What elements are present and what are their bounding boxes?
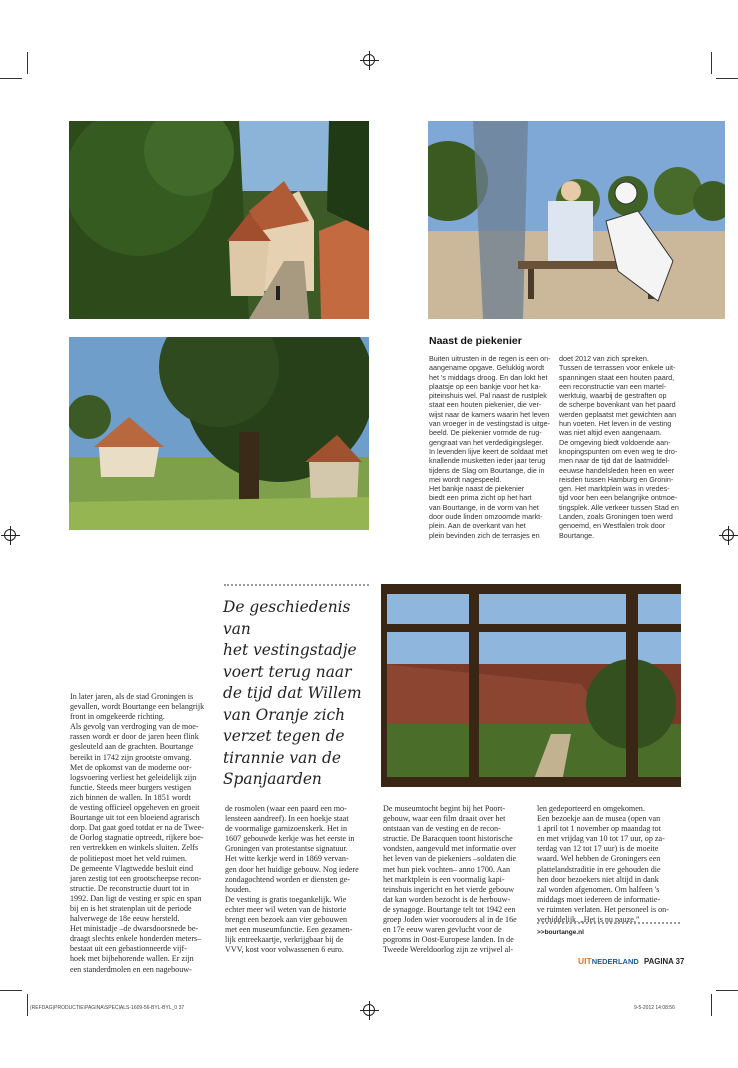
crop-mark	[0, 990, 22, 991]
pull-quote: De geschiedenis van het vestingstadje voert terug naar de tijd dat Willem van Oranje zich verzet tegen de tirannie van de Spanjaarden	[223, 598, 362, 788]
crop-mark	[27, 52, 28, 74]
brand-logo	[578, 956, 639, 967]
article-column-4: len gedeporteerd en omgekomen. Een bezoekje aan de musea (open van 1 april tot 1 november op maandag tot en met vrijdag van 10 tot 17 uur, op za- terdag van 12 tot 17 uur) is de moeite waard. Wel hebben de Groningers een plattelandstraditie in ere gehouden die hen door bezoekers niet altijd in dank zal worden afgenomen. Om halfeen 's middags moet iedereen de informatie- ve ruimten verlaten. Het personeel is on- verbiddelijk. „Het is nu pauze.”	[537, 804, 669, 925]
brand-nederland: NEDERLAND	[591, 957, 639, 966]
brand-uit: UIT	[578, 956, 592, 966]
article-column-3: De museumtocht begint bij het Poort- gebouw, waar een film draait over het ontstaan van de vesting en de recon- structie. De Baracquen toont historische vondsten, aangevuld met informatie over het leven van de piekeniers –soldaten die met hun piek vochten– anno 1700. Aan het marktplein is een voormalig kapi- teinshuis ingericht en het vierde gebouw dat kan worden bezocht is de herbouw- de synagoge. Bourtange telt tot 1942 een groep Joden wier voorouders al in de 16e en 17e eeuw waren gevlucht voor de pogroms in Oost-Europese landen. In de Tweede Wereldoorlog zijn ze vrijwel al-	[383, 804, 517, 955]
website-link[interactable]: >>bourtange.nl	[537, 929, 584, 936]
photo-tree-houses	[69, 337, 369, 530]
article-column-1: In later jaren, als de stad Groningen is gevallen, wordt Bourtange een belangrijk front in omgekeerde richting. Als gevolg van verdroging van de moe- rassen wordt er door de jaren heen flink gesleuteld aan de grachten. Bourtange bereikt in 1742 zijn grootste omvang. Met de opkomst van de moderne oor- logsvoering verliest het geleidelijk zijn functie. Steeds meer burgers vestigen zich binnen de wallen. In 1851 wordt de vesting officieel opgeheven en groeit Bourtange uit tot een bloeiend agrarisch dorp. Dat gaat goed totdat er na de Twee- de Oorlog stagnatie optreedt, rijkere boe- ren vertrekken en winkels sluiten. Zelfs de politiepost moet het veld ruimen. De gemeente Vlagtwedde besluit eind jaren zestig tot een grootscheepse recon- structie. De reconstructie duurt tot in 1992. Dan ligt de vesting er spic en span bij en is het stratenplan uit de periode halverwege de 18e eeuw hersteld. Het ministadje –de dwarsdoorsnede be- draagt slechts enkele honderden meters– bestaat uit een gebastionneerde vijf- hoek met bijbehorende wallen. Er zijn een standerdmolen en een nagebouw-	[70, 692, 205, 974]
photo-village-street	[69, 121, 369, 319]
registration-mark	[4, 529, 16, 541]
crop-mark	[716, 990, 738, 991]
crop-mark	[0, 78, 22, 79]
crop-mark	[711, 994, 712, 1016]
pull-quote-rule	[224, 584, 369, 586]
page-number: PAGINA 37	[644, 957, 685, 966]
sidebar-column-2: doet 2012 van zich spreken. Tussen de terrassen voor enkele uit- spanningen staat een houten paard, een reconstructie van een martel- werktuig, waarbij de gestraften op de scherpe bovenkant van het paard werden geplaatst met gewichten aan hun voeten. Het leven in de vesting was niet altijd even aangenaam. De omgeving biedt voldoende aan- knopingspunten om even weg te dro- men naar de tijd dat de laatmiddel- eeuwse handelsleden heen en weer reisden tussen Hamburg en Gronin- gen. Het marktplein was in vredes- tijd voor hen een belangrijke ontmoe- tingsplek. Alle verkeer tussen Stad en Landen, zoals Groningen toen werd genoemd, en Westfalen trok door Bourtange.	[559, 354, 679, 540]
registration-mark	[363, 54, 375, 66]
sidebar-heading: Naast de piekenier	[429, 335, 522, 347]
crop-mark	[711, 52, 712, 74]
footer-slug-left: (REFDAG)PRODUCTIE\PAGINA\SPECIALS-1609-56-BYL-BYL_0 37	[30, 1005, 185, 1011]
crop-mark	[27, 994, 28, 1016]
crop-mark	[716, 78, 738, 79]
photo-window-courtyard	[381, 584, 681, 787]
article-column-2: de rosmolen (waar een paard een mo- lensteen aandreef). In een hoekje staat de voormalige garnizoenskerk. Het in 1607 gebouwde kerkje was het eerste in Groningen van protestantse signatuur. Het witte kerkje werd in 1869 vervan- gen door het huidige gebouw. Nog iedere zondagochtend worden er diensten ge- houden. De vesting is gratis toegankelijk. Wie echter meer wil weten van de historie brengt een bezoek aan vier gebouwen met een museumfunctie. Een gezamen- lijk entreekaartje, verkrijgbaar bij de VVV, kost voor volwassenen 6 euro.	[225, 804, 359, 955]
photo-bench-piekenier	[428, 121, 725, 319]
sidebar-column-1: Buiten uitrusten in de regen is een on- aangename opgave. Gelukkig wordt het 's middags droog. En dan lokt het plaatsje op een bankje voor het ka- piteinshuis wel. Pal naast de rustplek staat een houten piekenier, die ver- wijst naar de kamers waarin het leven van vroeger in de vestingstad is uitge- beeld. De piekenier vormde de rug- gengraat van het verdedigingsleger. In levenden lijve keert de soldaat met knallende musketten ieder jaar terug tijdens de Slag om Bourtange, die in mei wordt nagespeeld. Het bankje naast de piekenier biedt een prima zicht op het hart van Bourtange, in de vorm van het door oude linden omzoomde markt- plein. Aan de overkant van het plein bevinden zich de terrasjes en	[429, 354, 551, 540]
registration-mark	[722, 529, 734, 541]
link-rule	[537, 922, 680, 924]
registration-mark	[363, 1004, 375, 1016]
footer-slug-right: 9-5-2012 14:08:56	[634, 1005, 675, 1011]
